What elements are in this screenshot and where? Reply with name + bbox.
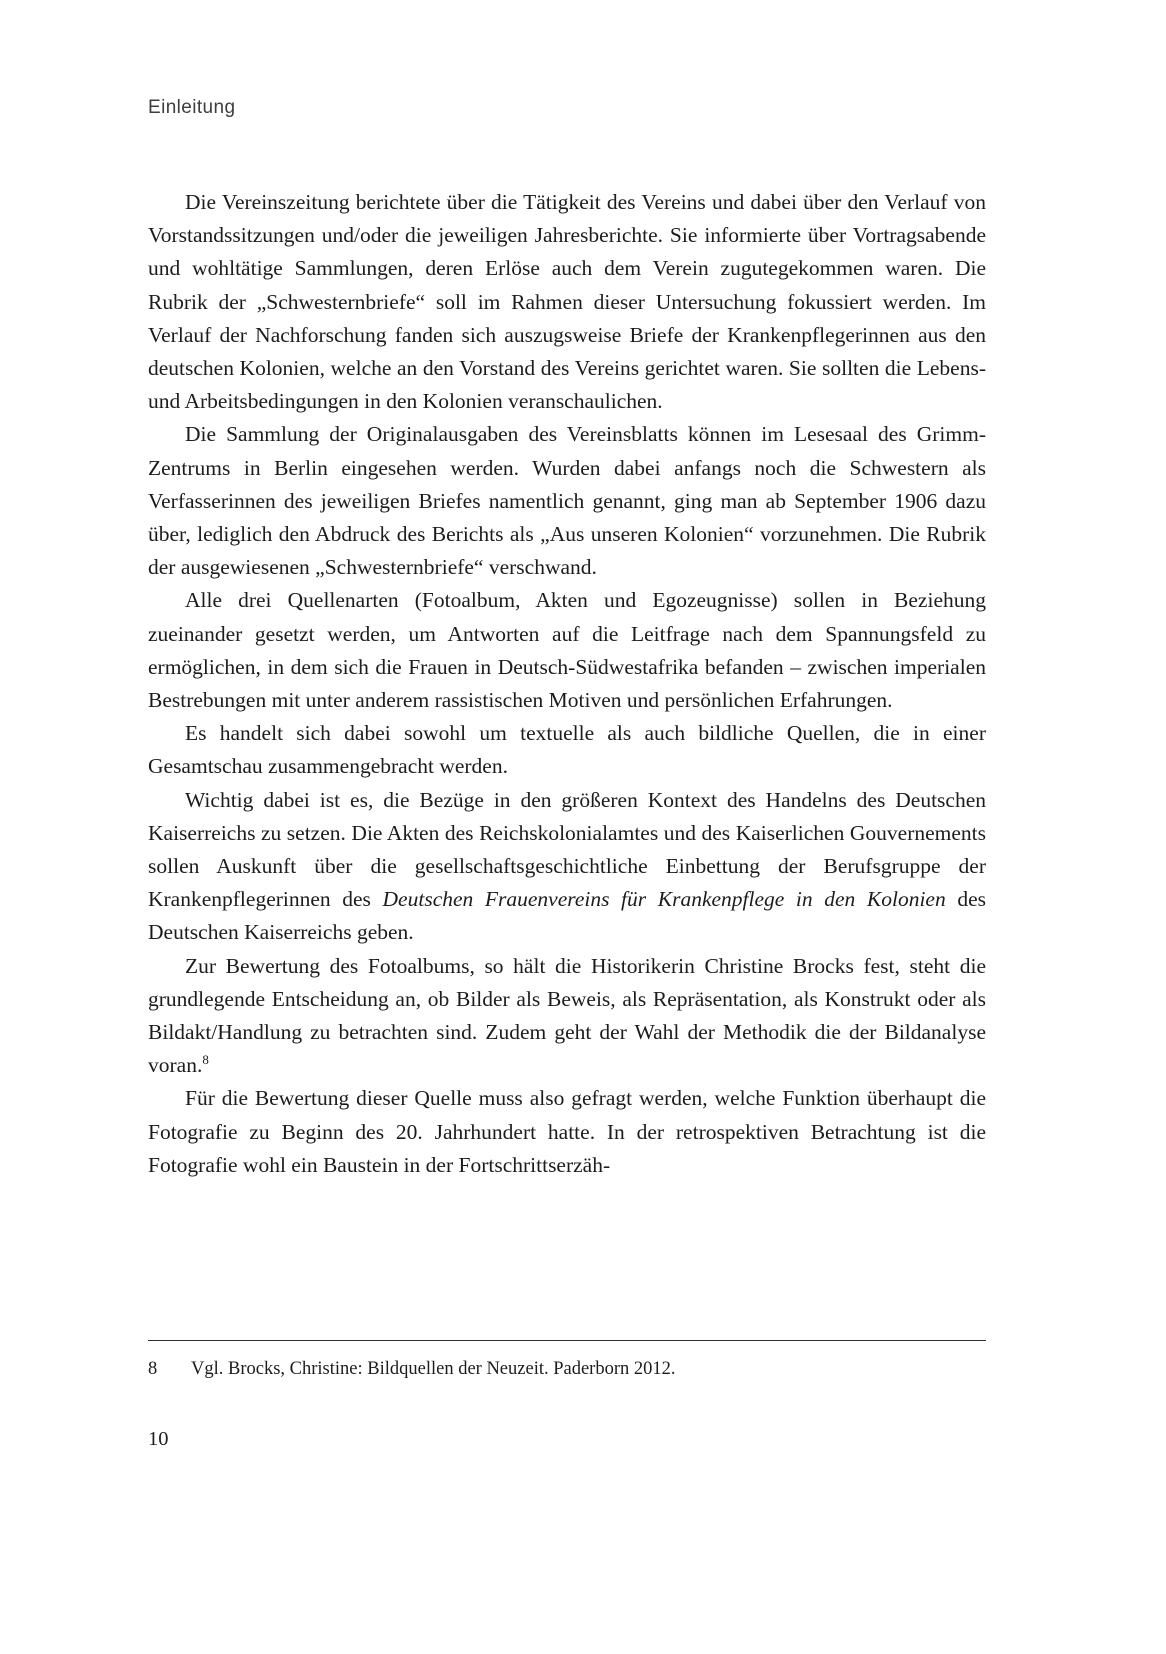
paragraph-text: Zur Bewertung des Fotoalbums, so hält die Historikerin Christine Brocks fest, steht die grundlegende Entscheidung an, ob Bilder als Beweis, als Repräsentation, als Konstrukt oder als Bildakt/Handlung zu betrachten sind. Zudem geht der Wahl der Methodik die der Bildanalyse voran. <box>148 953 986 1078</box>
page-number: 10 <box>148 1428 169 1450</box>
italic-work-title: Deutschen Frauenvereins für Krankenpflege in den Kolonien <box>382 887 946 912</box>
footnote-text: Vgl. Brocks, Christine: Bildquellen der Neuzeit. Paderborn 2012. <box>191 1359 676 1379</box>
paragraph-text: Wichtig dabei ist es, die Bezüge in den größeren Kontext des Handelns des Deutschen Kaiserreichs zu setzen. Die Akten des Reichskolonialamtes und des Kaiserlichen Gouvernements sollen Auskunft über die gesellschaftsgeschichtliche Einbettung der Berufsgruppe der Krankenpflegerinnen des <box>148 787 986 912</box>
running-header: Einleitung <box>148 97 236 118</box>
footnote-reference-marker: 8 <box>202 1052 209 1068</box>
paragraph <box>148 186 986 418</box>
paragraph <box>148 584 986 717</box>
paragraph <box>148 717 986 783</box>
body-text <box>148 186 986 1182</box>
paragraph-text: Die Sammlung der Originalausgaben des Vereinsblatts können im Lesesaal des Grimm-Zentrums in Berlin eingesehen werden. Wurden dabei anfangs noch die Schwestern als Verfasserinnen des jeweiligen Briefes namentlich genannt, ging man ab September 1906 dazu über, lediglich den Abdruck des Berichts als „Aus unseren Kolonien“ vorzunehmen. Die Rubrik der ausgewiesenen „Schwesternbriefe“ verschwand. <box>148 422 986 580</box>
paragraph-text: des Deutschen Kaiserreichs geben. <box>148 887 986 945</box>
paragraph-text: Alle drei Quellenarten (Fotoalbum, Akten und Egozeugnisse) sollen in Beziehung zueinander gesetzt werden, um Antworten auf die Leitfrage nach dem Spannungsfeld zu ermöglichen, in dem sich die Frauen in Deutsch-Südwestafrika befanden – zwischen imperialen Bestrebungen mit unter anderem rassistischen Motiven und persönlichen Erfahrungen. <box>148 588 986 713</box>
paragraph <box>148 784 986 950</box>
paragraph-text: Für die Bewertung dieser Quelle muss also gefragt werden, welche Funktion überhaupt die Fotografie zu Beginn des 20. Jahrhundert hatte. In der retrospektiven Betrachtung ist die Fotografie wohl ein Baustein in der Fortschrittserzäh- <box>148 1086 986 1177</box>
paragraph <box>148 1082 986 1182</box>
paragraph <box>148 950 986 1083</box>
footnote <box>148 1357 986 1382</box>
footnote-area <box>148 1340 986 1382</box>
paragraph <box>148 418 986 584</box>
footnote-number: 8 <box>148 1359 158 1379</box>
paragraph-text: Es handelt sich dabei sowohl um textuelle als auch bildliche Quellen, die in einer Gesamtschau zusammengebracht werden. <box>148 721 986 779</box>
paragraph-text: Die Vereinszeitung berichtete über die Tätigkeit des Vereins und dabei über den Verlauf von Vorstandssitzungen und/oder die jeweiligen Jahresberichte. Sie informierte über Vortragsabende und wohltätige Sammlungen, deren Erlöse auch dem Verein zugutegekommen waren. Die Rubrik der „Schwesternbriefe“ soll im Rahmen dieser Untersuchung fokussiert werden. Im Verlauf der Nachforschung fanden sich auszugsweise Briefe der Krankenpflegerinnen aus den deutschen Kolonien, welche an den Vorstand des Vereins gerichtet waren. Sie sollten die Lebens- und Arbeitsbedingungen in den Kolonien veranschaulichen. <box>148 190 986 414</box>
footnote-separator-rule <box>148 1340 986 1341</box>
